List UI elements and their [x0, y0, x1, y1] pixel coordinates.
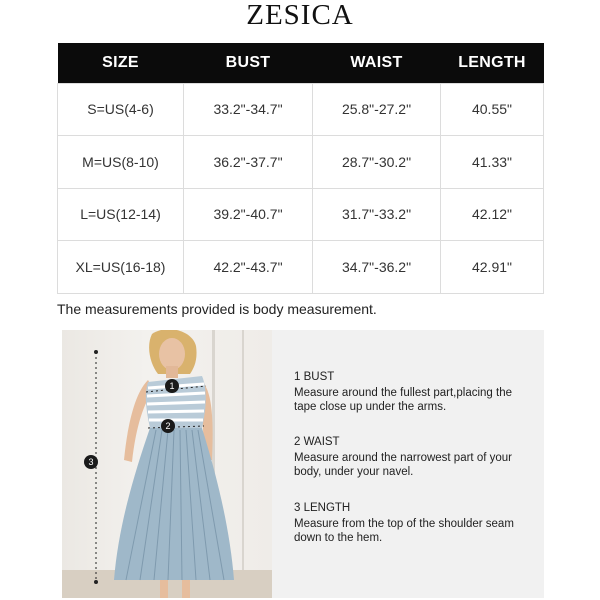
waist-text: Measure around the narrowest part of your body, under your navel. — [294, 451, 512, 478]
length-text: Measure from the top of the shoulder seam down to the hem. — [294, 517, 514, 544]
header-bust: BUST — [184, 43, 313, 83]
cell-length: 40.55" — [441, 83, 544, 136]
bust-instruction — [294, 370, 524, 415]
bust-marker: 1 — [165, 379, 179, 393]
cell-size: S=US(4-6) — [58, 83, 184, 136]
cell-waist: 31.7"-33.2" — [313, 188, 441, 241]
model-photo — [62, 330, 272, 598]
bust-text: Measure around the fullest part,placing the tape close up under the arms. — [294, 386, 512, 413]
measurement-note: The measurements provided is body measurement. — [57, 301, 377, 317]
waist-title: 2 WAIST — [294, 436, 340, 448]
table-row — [58, 83, 544, 136]
table-row — [58, 136, 544, 189]
cell-waist: 25.8"-27.2" — [313, 83, 441, 136]
brand-logo: ZESICA — [246, 0, 354, 31]
cell-bust: 36.2"-37.7" — [184, 136, 313, 189]
header-waist: WAIST — [313, 43, 441, 83]
cell-length: 42.12" — [441, 188, 544, 241]
cell-waist: 34.7"-36.2" — [313, 241, 441, 294]
cell-length: 42.91" — [441, 241, 544, 294]
cell-bust: 33.2"-34.7" — [184, 83, 313, 136]
cell-bust: 42.2"-43.7" — [184, 241, 313, 294]
length-marker: 3 — [84, 455, 98, 469]
table-row — [58, 188, 544, 241]
cell-size: M=US(8-10) — [58, 136, 184, 189]
size-chart-table — [57, 43, 544, 294]
cell-length: 41.33" — [441, 136, 544, 189]
waist-marker: 2 — [161, 419, 175, 433]
length-instruction — [294, 501, 524, 546]
header-length: LENGTH — [441, 43, 544, 83]
table-row — [58, 241, 544, 294]
measurement-guide — [272, 330, 544, 598]
cell-bust: 39.2"-40.7" — [184, 188, 313, 241]
length-title: 3 LENGTH — [294, 502, 351, 514]
cell-waist: 28.7"-30.2" — [313, 136, 441, 189]
cell-size: L=US(12-14) — [58, 188, 184, 241]
table-header-row — [58, 43, 544, 83]
bust-title: 1 BUST — [294, 371, 335, 383]
cell-size: XL=US(16-18) — [58, 241, 184, 294]
header-size: SIZE — [58, 43, 184, 83]
waist-instruction — [294, 435, 524, 480]
